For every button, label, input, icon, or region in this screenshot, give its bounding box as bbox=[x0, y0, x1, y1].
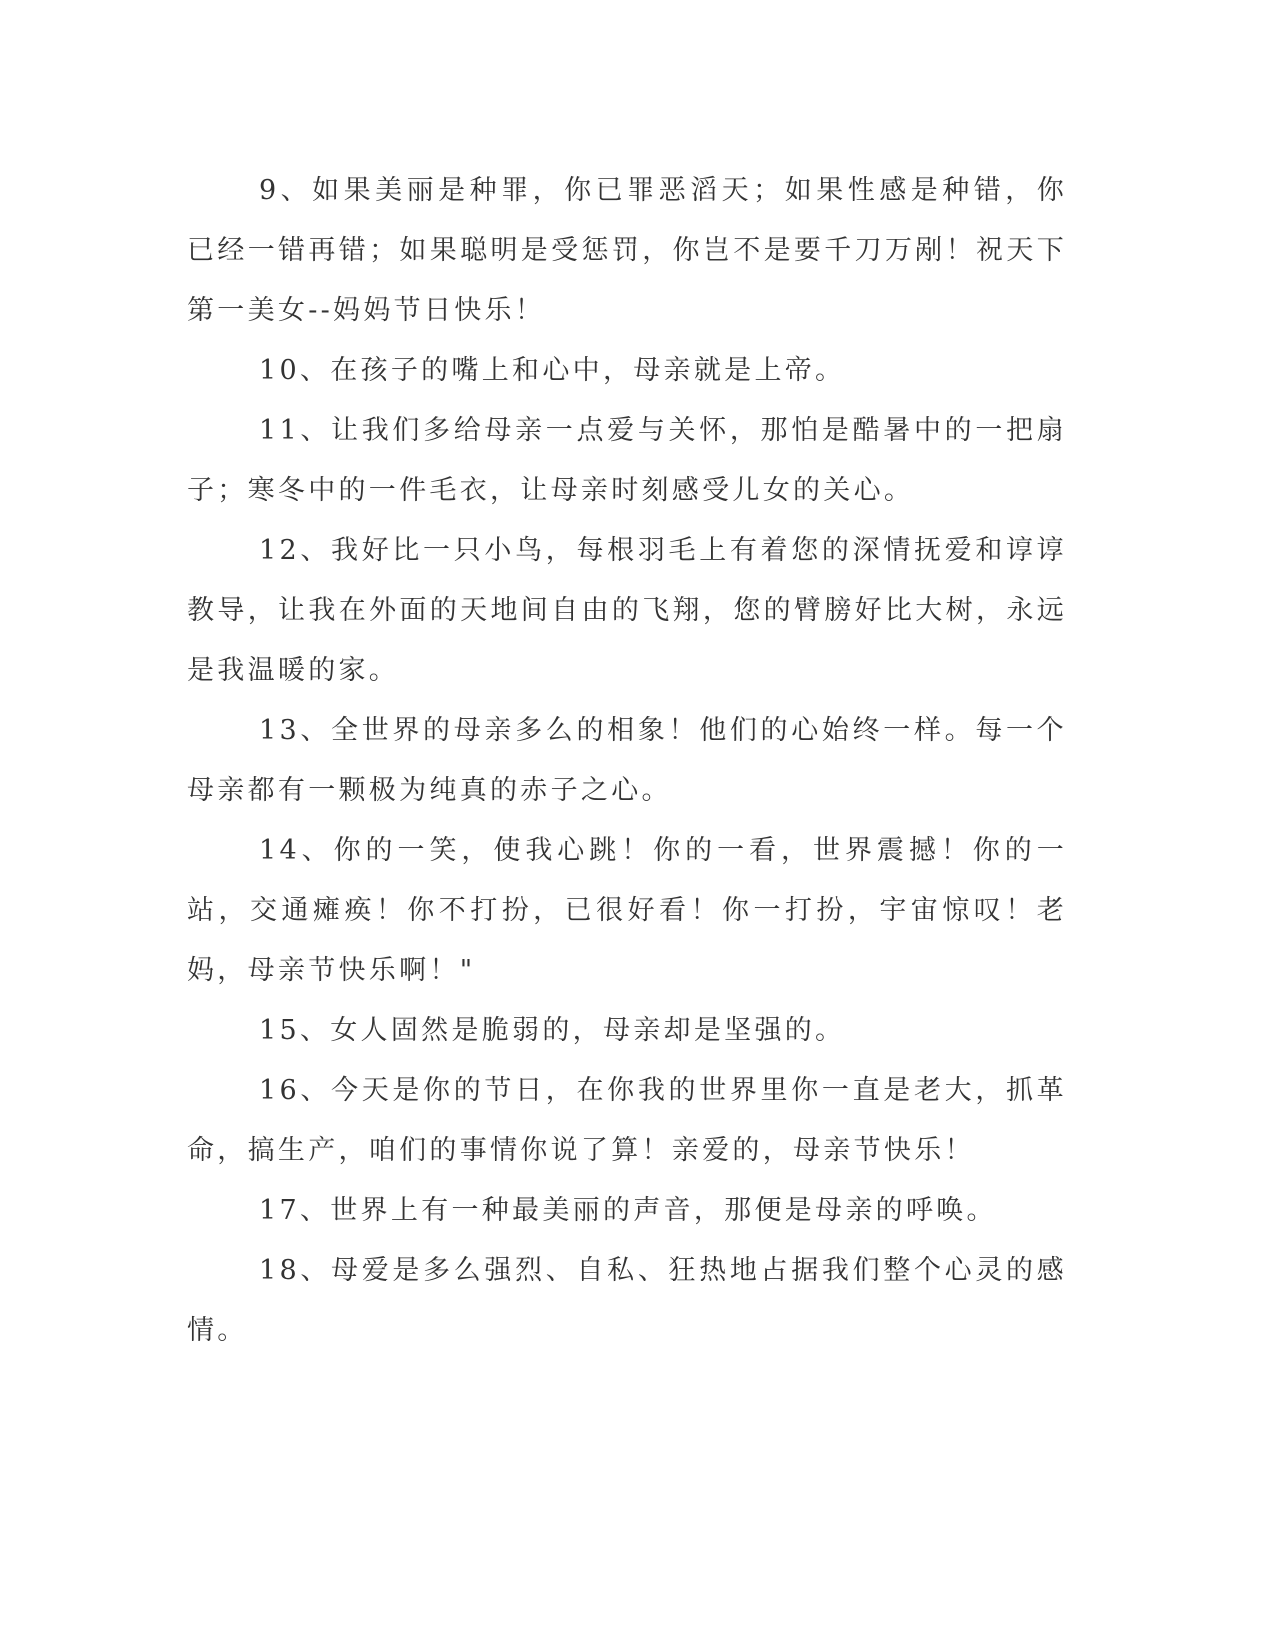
paragraph-14: 14、你的一笑，使我心跳！你的一看，世界震撼！你的一站，交通瘫痪！你不打扮，已很好看！你一打扮，宇宙惊叹！老妈，母亲节快乐啊！" bbox=[187, 835, 1067, 986]
paragraph-18: 18、母爱是多么强烈、自私、狂热地占据我们整个心灵的感情。 bbox=[187, 1255, 1067, 1346]
paragraph-10: 10、在孩子的嘴上和心中，母亲就是上帝。 bbox=[259, 355, 846, 386]
paragraph-17: 17、世界上有一种最美丽的声音，那便是母亲的呼唤。 bbox=[259, 1195, 997, 1226]
paragraph-13: 13、全世界的母亲多么的相象！他们的心始终一样。每一个母亲都有一颗极为纯真的赤子之心。 bbox=[187, 715, 1067, 806]
paragraph-15: 15、女人固然是脆弱的，母亲却是坚强的。 bbox=[259, 1015, 846, 1046]
paragraph-16: 16、今天是你的节日，在你我的世界里你一直是老大，抓革命，搞生产，咱们的事情你说了算！亲爱的，母亲节快乐！ bbox=[187, 1075, 1067, 1166]
paragraph-12: 12、我好比一只小鸟，每根羽毛上有着您的深情抚爱和谆谆教导，让我在外面的天地间自由的飞翔，您的臂膀好比大树，永远是我温暖的家。 bbox=[187, 535, 1067, 686]
paragraph-9: 9、如果美丽是种罪，你已罪恶滔天；如果性感是种错，你已经一错再错；如果聪明是受惩罚，你岂不是要千刀万剐！祝天下第一美女--妈妈节日快乐！ bbox=[187, 175, 1067, 326]
paragraph-11: 11、让我们多给母亲一点爱与关怀，那怕是酷暑中的一把扇子；寒冬中的一件毛衣，让母亲时刻感受儿女的关心。 bbox=[187, 415, 1067, 506]
document-body bbox=[187, 161, 1067, 1361]
